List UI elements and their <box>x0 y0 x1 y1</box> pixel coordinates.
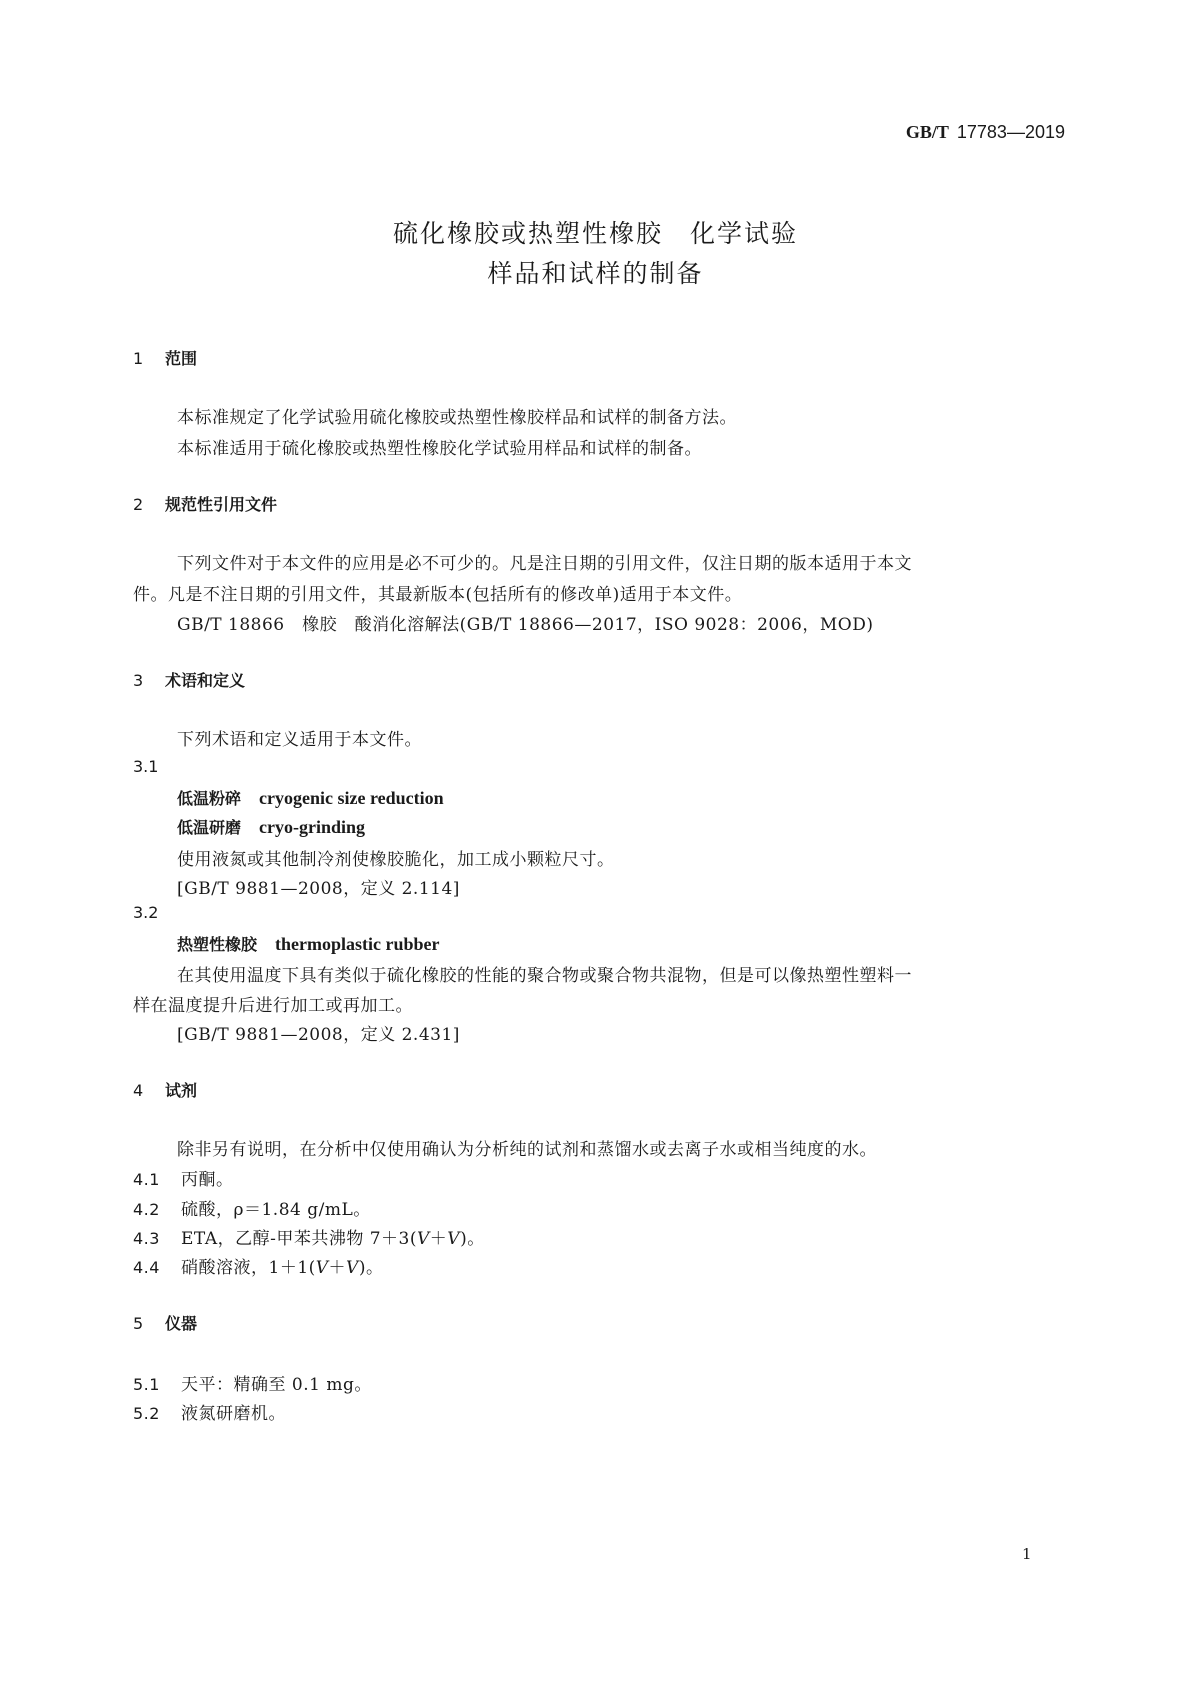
section-number: 1 <box>133 349 144 368</box>
term-source: [GB/T 9881—2008，定义 2.114] <box>177 879 460 899</box>
term-definition-continued: 样在温度提升后进行加工或再加工。 <box>133 996 413 1016</box>
section-number: 2 <box>133 495 144 514</box>
paragraph: 下列术语和定义适用于本文件。 <box>177 730 422 750</box>
term-name-alt: 低温研磨 cryo-grinding <box>177 817 366 837</box>
section-heading-terms-definitions <box>133 668 245 691</box>
paragraph: 下列文件对于本文件的应用是必不可少的。凡是注日期的引用文件，仅注日期的版本适用于本文 <box>177 554 912 574</box>
section-heading-scope <box>133 346 197 369</box>
term-name: 低温粉碎 cryogenic size reduction <box>177 788 444 808</box>
reagent-item: 4.2 硫酸，ρ＝1.84 g/mL。 <box>133 1200 371 1220</box>
page-number: 1 <box>1022 1545 1032 1563</box>
term-definition: 在其使用温度下具有类似于硫化橡胶的性能的聚合物或聚合物共混物，但是可以像热塑性塑料一 <box>177 966 912 986</box>
term-number: 3.2 <box>133 903 159 922</box>
reagent-item: 4.3 ETA，乙醇-甲苯共沸物 7＋3(V＋V)。 <box>133 1229 485 1249</box>
section-title: 试剂 <box>165 1081 198 1100</box>
section-number: 4 <box>133 1081 144 1100</box>
apparatus-item: 5.1 天平：精确至 0.1 mg。 <box>133 1375 372 1395</box>
term-name: 热塑性橡胶 thermoplastic rubber <box>177 934 440 954</box>
paragraph: 本标准规定了化学试验用硫化橡胶或热塑性橡胶样品和试样的制备方法。 <box>177 408 737 428</box>
document-title-line-1: 硫化橡胶或热塑性橡胶 化学试验 <box>392 219 798 248</box>
reagent-item: 4.1 丙酮。 <box>133 1170 234 1190</box>
paragraph: 件。凡是不注日期的引用文件，其最新版本(包括所有的修改单)适用于本文件。 <box>133 585 743 605</box>
section-title: 规范性引用文件 <box>165 495 278 514</box>
section-heading-reagents <box>133 1078 197 1101</box>
section-title: 仪器 <box>165 1314 198 1333</box>
standard-number: 17783—2019 <box>956 122 1065 142</box>
section-number: 3 <box>133 671 144 690</box>
document-title-line-2: 样品和试样的制备 <box>487 259 704 288</box>
apparatus-item: 5.2 液氮研磨机。 <box>133 1404 286 1424</box>
term-source: [GB/T 9881—2008，定义 2.431] <box>177 1025 460 1045</box>
paragraph: 除非另有说明，在分析中仅使用确认为分析纯的试剂和蒸馏水或去离子水或相当纯度的水。 <box>177 1140 877 1160</box>
standard-code <box>906 122 1065 143</box>
paragraph: 本标准适用于硫化橡胶或热塑性橡胶化学试验用样品和试样的制备。 <box>177 439 702 459</box>
term-number: 3.1 <box>133 757 159 776</box>
section-heading-apparatus <box>133 1311 197 1334</box>
section-number: 5 <box>133 1314 144 1333</box>
reagent-item: 4.4 硝酸溶液，1＋1(V＋V)。 <box>133 1258 384 1278</box>
section-heading-normative-references <box>133 492 277 515</box>
standard-prefix: GB/T <box>905 122 949 142</box>
term-definition: 使用液氮或其他制冷剂使橡胶脆化，加工成小颗粒尺寸。 <box>177 850 615 870</box>
section-title: 术语和定义 <box>165 671 246 690</box>
section-title: 范围 <box>165 349 198 368</box>
reference-entry: GB/T 18866 橡胶 酸消化溶解法(GB/T 18866—2017，ISO 9028：2006，MOD) <box>177 615 874 635</box>
